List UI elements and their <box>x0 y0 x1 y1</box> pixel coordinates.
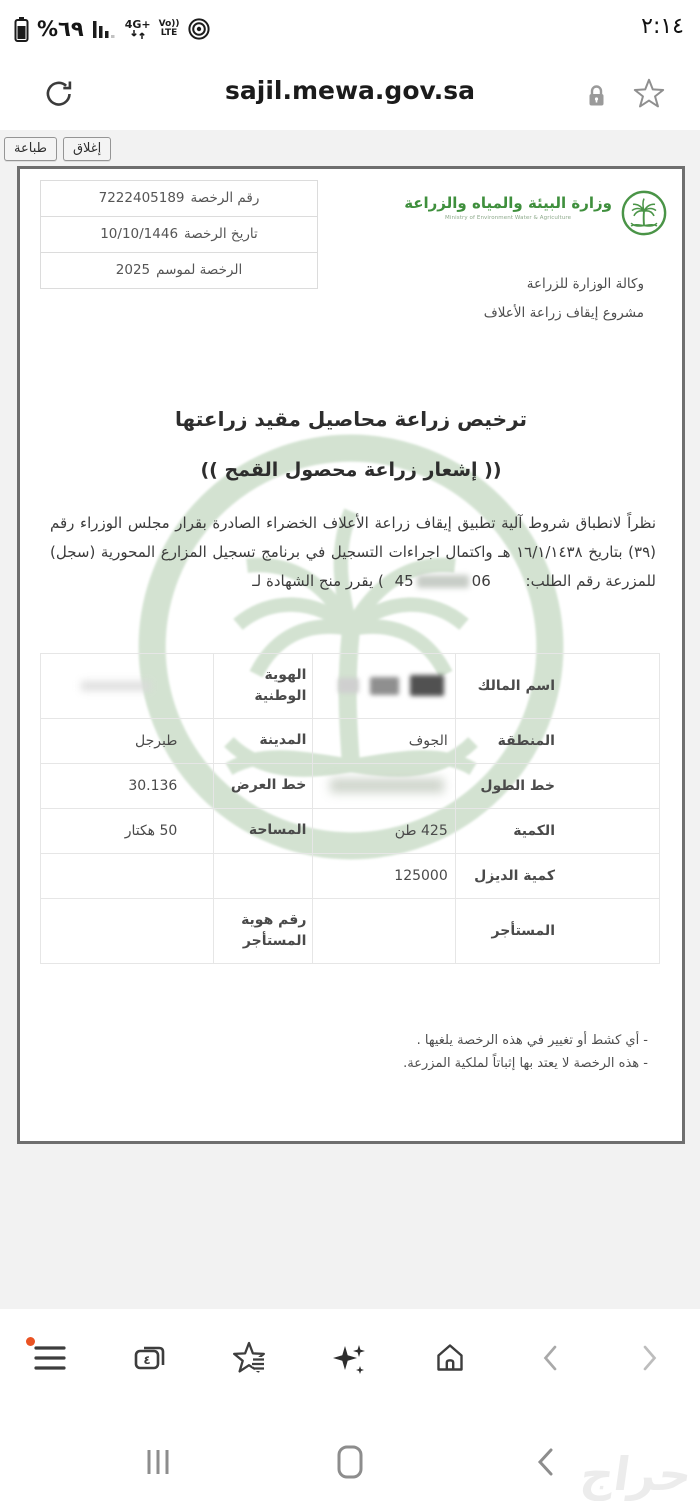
tabs-button[interactable] <box>128 1336 172 1380</box>
quantity-value: 425 طن <box>394 822 448 839</box>
android-back-icon <box>532 1446 560 1478</box>
table-cell <box>41 653 214 718</box>
redacted-request-digits <box>417 575 469 588</box>
lessee-id-label: رقم هوية المستأجر <box>241 911 307 949</box>
table-row-region <box>41 718 660 763</box>
diesel-label: كمية الديزل <box>474 867 555 884</box>
license-details-table <box>40 653 660 964</box>
lessee-label: المستأجر <box>491 922 555 939</box>
area-label: المساحة <box>248 822 307 839</box>
battery-percent: %٦٩ <box>37 17 84 41</box>
city-value: طبرجل <box>134 732 178 749</box>
table-row-diesel <box>41 853 660 898</box>
area-value: 50 هكتار <box>124 822 178 839</box>
table-row-quantity <box>41 808 660 853</box>
table-row-owner <box>41 653 660 718</box>
table-cell <box>313 853 455 898</box>
table-cell <box>313 808 455 853</box>
license-info-box <box>40 180 318 289</box>
clock: ٢:١٤ <box>641 14 684 39</box>
license-row <box>41 253 317 288</box>
android-home-icon <box>334 1444 366 1480</box>
chevron-left-icon <box>535 1340 565 1376</box>
document-title: ترخيص زراعة محاصيل مقيد زراعتها <box>175 406 527 431</box>
ai-assistant-button[interactable] <box>328 1336 372 1380</box>
document-subtitle: (( إشعار زراعة محصول القمح )) <box>200 458 502 481</box>
bookmarks-button[interactable] <box>228 1336 272 1380</box>
data-arrows-icon <box>130 30 146 39</box>
notification-dot <box>26 1337 35 1346</box>
license-date-value: 10/10/1446 <box>100 226 179 243</box>
volte-label-bottom: LTE <box>160 28 178 38</box>
table-cell <box>455 763 659 808</box>
table-cell <box>214 763 313 808</box>
table-row-coordinates <box>41 763 660 808</box>
back-button[interactable] <box>528 1336 572 1380</box>
android-back-button[interactable] <box>524 1440 568 1484</box>
sparkles-icon <box>332 1340 368 1376</box>
chevron-right-icon <box>635 1340 665 1376</box>
table-cell <box>313 898 455 963</box>
redacted-id-number <box>81 681 151 691</box>
body-text: نظراً لانطباق شروط آلية تطبيق إيقاف زراعة الأعلاف الخضراء الصادرة بقرار مجلس الوزراء رقم (٣٩) بتاريخ ١٦/١/١٤٣٨ هـ واكتمال اجراءات التسجيل في برنامج تسجيل المزارع المحورية (سجل) للمزرعة رقم الطلب: <box>50 513 656 590</box>
battery-icon <box>14 16 29 42</box>
table-cell <box>313 653 455 718</box>
license-number-value: 7222405189 <box>98 190 185 207</box>
signal-icon <box>92 18 117 40</box>
license-number-label: رقم الرخصة <box>190 190 260 207</box>
table-cell <box>214 808 313 853</box>
table-cell <box>313 718 455 763</box>
home-icon <box>432 1340 468 1376</box>
browser-address-bar <box>0 58 700 130</box>
volte-label-top: Vo)) <box>158 19 180 29</box>
volte-icon <box>159 20 180 38</box>
forward-button[interactable] <box>628 1336 672 1380</box>
hotspot-icon <box>187 17 211 41</box>
table-cell <box>214 853 313 898</box>
url-text[interactable]: sajil.mewa.gov.sa <box>225 76 475 105</box>
redacted-longitude <box>330 778 444 793</box>
license-row <box>41 181 317 217</box>
region-value: الجوف <box>408 732 448 749</box>
android-home-button[interactable] <box>328 1440 372 1484</box>
table-cell <box>41 763 214 808</box>
request-number-end: 06 <box>471 571 491 590</box>
license-season-value: 2025 <box>115 262 151 279</box>
status-icons <box>14 16 211 42</box>
quantity-label: الكمية <box>513 822 555 839</box>
agency-line-2: مشروع إيقاف زراعة الأعلاف <box>483 305 644 322</box>
table-cell <box>41 718 214 763</box>
region-label: المنطقة <box>497 732 555 749</box>
footer-notes <box>403 1029 648 1075</box>
table-cell <box>41 898 214 963</box>
ministry-name-english: Ministry of Environment Water & Agriculture <box>445 214 572 221</box>
recents-button[interactable] <box>136 1440 180 1484</box>
note-2: - هذه الرخصة لا يعتد بها إثباتاً لملكية المزرعة. <box>403 1055 648 1071</box>
menu-icon <box>33 1344 67 1372</box>
table-cell <box>41 808 214 853</box>
agency-line-1: وكالة الوزارة للزراعة <box>526 275 644 292</box>
body-text-after: ) يقرر منح الشهادة لـ <box>252 571 384 590</box>
network-type-icon <box>125 19 151 39</box>
home-button[interactable] <box>428 1336 472 1380</box>
table-cell <box>313 763 455 808</box>
license-date-label: تاريخ الرخصة <box>184 226 258 243</box>
agency-lines <box>484 270 644 329</box>
note-1: - أي كشط أو تغيير في هذه الرخصة يلغيها . <box>416 1032 648 1048</box>
table-cell <box>455 718 659 763</box>
table-cell <box>455 898 659 963</box>
recents-icon <box>142 1446 174 1478</box>
latitude-label: خط العرض <box>230 777 307 794</box>
web-content <box>0 130 700 1309</box>
tabs-icon <box>132 1341 168 1375</box>
ministry-emblem-icon <box>620 189 668 237</box>
table-cell <box>455 808 659 853</box>
close-button[interactable]: إغلاق <box>63 137 111 161</box>
license-document <box>17 166 685 1144</box>
status-bar <box>0 0 700 58</box>
table-cell <box>455 653 659 718</box>
license-row <box>41 217 317 253</box>
ministry-logo <box>404 189 668 237</box>
latitude-value: 30.136 <box>128 777 178 794</box>
bookmark-star-icon[interactable] <box>632 76 666 110</box>
body-paragraph <box>50 509 656 596</box>
table-cell <box>214 653 313 718</box>
diesel-value: 125000 <box>394 867 448 884</box>
tab-count: ٤ <box>143 1352 151 1367</box>
haraj-watermark: حراج <box>577 1447 696 1501</box>
redacted-owner-name <box>314 675 447 696</box>
city-label: المدينة <box>259 732 307 749</box>
table-cell <box>41 853 214 898</box>
browser-toolbar <box>0 1309 700 1406</box>
print-button[interactable]: طباعة <box>4 137 57 161</box>
national-id-label: الهوية الوطنية <box>254 666 307 704</box>
table-row-lessee <box>41 898 660 963</box>
android-nav-bar <box>0 1406 700 1501</box>
request-number <box>395 567 491 596</box>
bookmarks-star-icon <box>231 1340 269 1376</box>
table-cell <box>214 718 313 763</box>
menu-button[interactable] <box>28 1336 72 1380</box>
longitude-label: خط الطول <box>480 777 555 794</box>
ministry-logo-text <box>404 189 612 221</box>
lock-icon[interactable] <box>587 84 606 108</box>
page-action-buttons <box>0 130 700 165</box>
table-cell <box>214 898 313 963</box>
owner-name-label: اسم المالك <box>477 677 555 694</box>
network-label: 4G+ <box>124 18 151 31</box>
ministry-name-arabic: وزارة البيئة والمياه والزراعة <box>404 193 612 212</box>
table-cell <box>455 853 659 898</box>
license-season-label: الرخصة لموسم <box>156 262 243 279</box>
request-number-start: 45 <box>394 571 414 590</box>
